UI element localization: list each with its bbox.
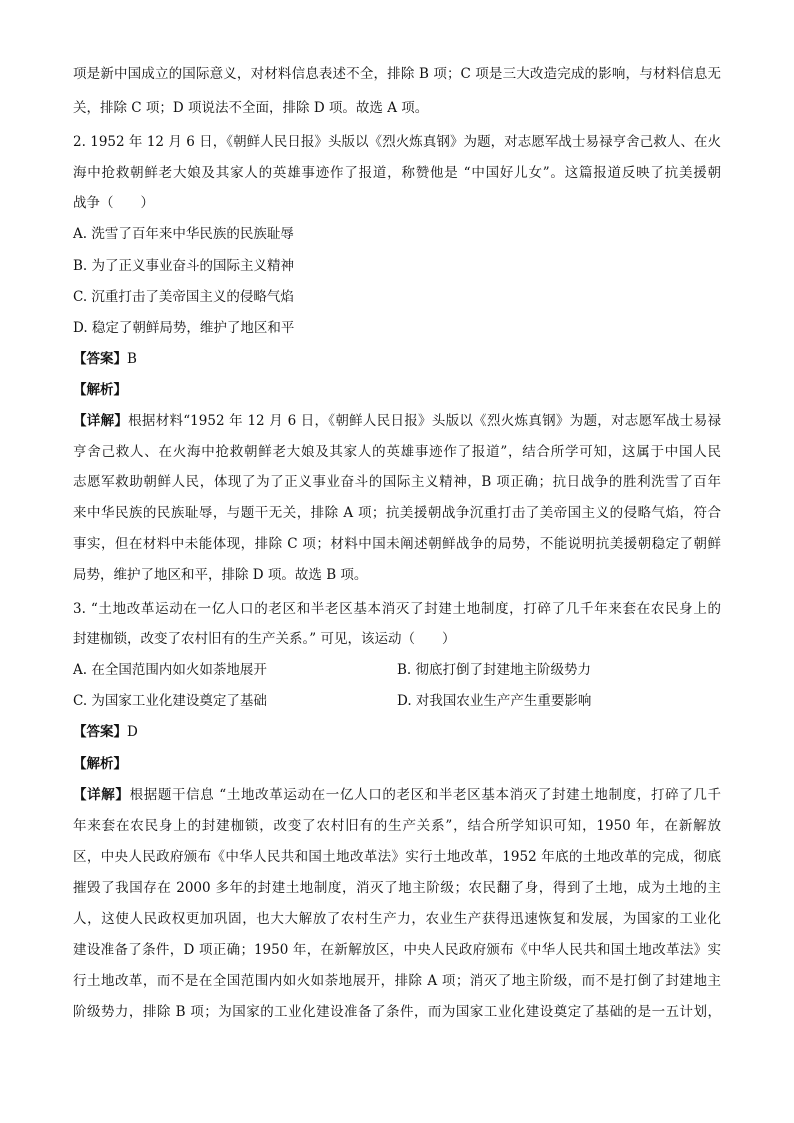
detail-line: 人，这使人民政权更加巩固，也大大解放了农村生产力，农业生产获得迅速恢复和发展，为国家的工业化 bbox=[73, 911, 721, 927]
detail-line: 区，中央人民政府颁布《中华人民共和国土地改革法》实行土地改革，1952 年底的土地改革的完成，彻底 bbox=[73, 849, 721, 865]
answer-label: 【答案】 bbox=[73, 351, 127, 367]
detail-line: 摧毁了我国存在 2000 多年的封建土地制度，消灭了地主阶级；农民翻了身，得到了土地，成为土地的主 bbox=[73, 880, 721, 896]
question-3-stem: 3. “土地改革运动在一亿人口的老区和半老区基本消灭了封建土地制度，打碎了几千年来套在农民身上的 bbox=[73, 601, 721, 617]
analysis-label: 【解析】 bbox=[73, 756, 127, 772]
detail-label: 【详解】 bbox=[73, 413, 129, 429]
detail-line: 事实，但在材料中未能体现，排除 C 项；材料中国未阐述朝鲜战争的局势，不能说明抗美援朝稳定了朝鲜 bbox=[73, 536, 721, 552]
option-a: A. 在全国范围内如火如荼地展开 bbox=[73, 662, 267, 678]
detail-line: 志愿军救助朝鲜人民，体现了为了正义事业奋斗的国际主义精神，B 项正确；抗日战争的胜利洗雪了百年 bbox=[73, 474, 721, 490]
detail-label: 【详解】 bbox=[73, 787, 130, 803]
detail-line: 行土地改革，而不是在全国范围内如火如荼地展开，排除 A 项；消灭了地主阶级，而不是打倒了封建地主 bbox=[73, 973, 721, 989]
detail-line: 【详解】根据材料“1952 年 12 月 6 日，《朝鲜人民日报》头版以《烈火炼真钢》为题，对志愿军战士易禄 bbox=[73, 413, 722, 429]
option-c: C. 沉重打击了美帝国主义的侵略气焰 bbox=[73, 289, 294, 305]
detail-line: 局势，维护了地区和平，排除 D 项。故选 B 项。 bbox=[73, 567, 368, 583]
detail-line: 阶级势力，排除 B 项；为国家的工业化建设准备了条件，而为国家工业化建设奠定了基础的是一五计划， bbox=[73, 1004, 721, 1020]
answer-line bbox=[73, 349, 137, 369]
option-c: C. 为国家工业化建设奠定了基础 bbox=[73, 693, 267, 709]
option-d: D. 对我国农业生产产生重要影响 bbox=[397, 693, 592, 709]
option-d: D. 稳定了朝鲜局势，维护了地区和平 bbox=[73, 320, 295, 336]
answer-line bbox=[73, 722, 138, 742]
question-3-stem: 封建枷锁，改变了农村旧有的生产关系。” 可见，该运动（ ） bbox=[73, 631, 456, 647]
detail-line: 亨舍己救人、在火海中抢救朝鲜老大娘及其家人的英雄事迹作了报道”，结合所学可知，这属于中国人民 bbox=[73, 444, 721, 460]
answer-label: 【答案】 bbox=[73, 724, 127, 740]
question-2-stem: 战争（ ） bbox=[73, 195, 154, 211]
analysis-label: 【解析】 bbox=[73, 382, 127, 398]
detail-line: 来中华民族的民族耻辱，与题干无关，排除 A 项；抗美援朝战争沉重打击了美帝国主义的侵略气焰，符合 bbox=[73, 505, 721, 521]
option-b: B. 为了正义事业奋斗的国际主义精神 bbox=[73, 258, 295, 274]
detail-line: 【详解】根据题干信息 “土地改革运动在一亿人口的老区和半老区基本消灭了封建土地制度，打碎了几千 bbox=[73, 787, 722, 803]
question-2-stem: 2. 1952 年 12 月 6 日，《朝鲜人民日报》头版以《烈火炼真钢》为题，对志愿军战士易禄亨舍己救人、在火 bbox=[73, 134, 721, 150]
option-a: A. 洗雪了百年来中华民族的民族耻辱 bbox=[73, 226, 294, 242]
text-line: 项是新中国成立的国际意义，对材料信息表述不全，排除 B 项；C 项是三大改造完成的影响，与材料信息无 bbox=[73, 66, 721, 82]
detail-line: 年来套在农民身上的封建枷锁，改变了农村旧有的生产关系”，结合所学知识可知，1950 年，在新解放 bbox=[73, 818, 721, 834]
answer-value: B bbox=[127, 351, 137, 367]
option-b: B. 彻底打倒了封建地主阶级势力 bbox=[397, 662, 592, 678]
detail-line: 建设准备了条件，D 项正确；1950 年，在新解放区，中央人民政府颁布《中华人民共和国土地改革法》实 bbox=[73, 942, 721, 958]
text-line: 关，排除 C 项；D 项说法不全面，排除 D 项。故选 A 项。 bbox=[73, 100, 429, 116]
question-2-stem: 海中抢救朝鲜老大娘及其家人的英雄事迹作了报道，称赞他是 “中国好儿女”。这篇报道反映了抗美援朝 bbox=[73, 165, 721, 181]
answer-value: D bbox=[127, 724, 138, 740]
